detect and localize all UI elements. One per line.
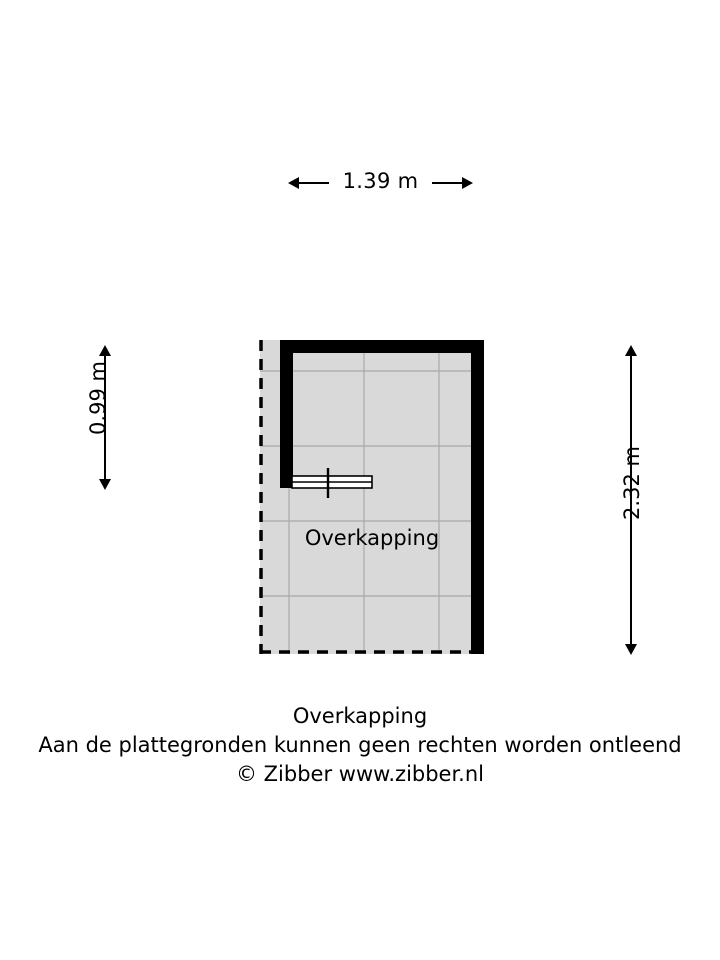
- arrow-down-icon: [625, 644, 637, 655]
- dimension-left-label: 0.99 m: [86, 361, 110, 435]
- floorplan-drawing: [258, 338, 486, 656]
- wall-left-stub: [280, 340, 293, 488]
- caption-block: [0, 702, 720, 789]
- caption-title: Overkapping: [292, 704, 428, 728]
- arrow-right-icon: [462, 177, 473, 189]
- dimension-left: [86, 345, 126, 490]
- dimension-right-label: 2.32 m: [620, 446, 644, 520]
- room-label: Overkapping: [304, 526, 440, 550]
- dimension-right: [612, 345, 652, 655]
- arrow-down-icon: [99, 479, 111, 490]
- floor-fill: [260, 340, 484, 654]
- dimension-top: [288, 168, 473, 200]
- caption-disclaimer: Aan de plattegronden kunnen geen rechten worden ontleend: [38, 733, 682, 757]
- dimension-top-label: 1.39 m: [342, 169, 419, 193]
- dimension-top-line-left: [293, 182, 329, 184]
- wall-top: [280, 340, 484, 353]
- caption-copyright: © Zibber www.zibber.nl: [235, 762, 485, 786]
- wall-right: [471, 340, 484, 654]
